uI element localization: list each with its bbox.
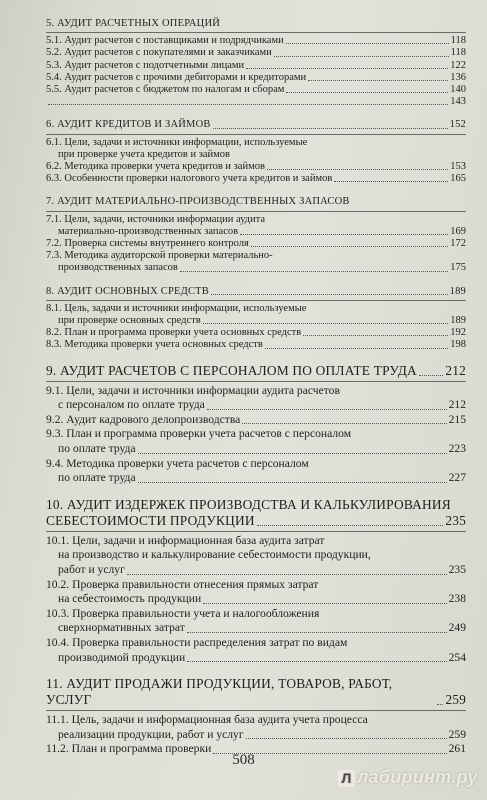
- dot-leader: [246, 68, 448, 69]
- toc-page-number: 259: [448, 727, 466, 741]
- toc-entry-text: 5.2. Аудит расчетов с покупателями и заказчиками: [46, 47, 272, 59]
- toc-entry-line: [46, 413, 466, 428]
- toc-section: [46, 196, 466, 274]
- toc-page-number: 136: [450, 71, 466, 83]
- dot-leader: [265, 348, 448, 349]
- toc-entry-line: [46, 238, 466, 250]
- toc-entry-line: [46, 636, 466, 651]
- toc-page-number: 212: [448, 398, 466, 412]
- toc-entry-line: [46, 578, 466, 593]
- section-heading-text: 10. АУДИТ ИЗДЕРЖЕК ПРОИЗВОДСТВА И КАЛЬКУЛИРОВАНИЯ: [46, 496, 451, 512]
- dot-leader: [203, 603, 446, 604]
- toc-entry-continuation: [46, 548, 466, 563]
- section-rule: [46, 710, 466, 711]
- toc-entry-line: [46, 84, 466, 96]
- dot-leader: [419, 375, 443, 376]
- dot-leader: [308, 80, 448, 81]
- section-heading: [46, 119, 466, 131]
- toc-entry-text: материально-производственных запасов: [58, 225, 239, 237]
- toc-entry-line: [46, 250, 466, 262]
- toc-page-number: 235: [445, 512, 466, 528]
- toc-page-number: 238: [448, 592, 466, 606]
- toc-entry-text: 6.3. Особенности проверки налогового учета кредитов и займов: [46, 173, 333, 185]
- dot-leader: [48, 104, 448, 105]
- toc-page-number: 259: [445, 692, 466, 708]
- section-heading-text: 6. АУДИТ КРЕДИТОВ И ЗАЙМОВ: [46, 119, 211, 131]
- toc-page-number: 165: [450, 173, 466, 185]
- section-rule: [46, 300, 466, 301]
- toc-page-number: 118: [450, 35, 466, 47]
- toc-entry-text: 10.4. Проверка правильности распределения затрат по видам: [46, 635, 348, 649]
- toc-entry-text: 6.2. Методика проверки учета кредитов и займов: [46, 161, 265, 173]
- toc-entry-text: по оплате труда: [58, 471, 136, 485]
- toc-entry-line: [46, 161, 466, 173]
- toc-page-number: 192: [450, 327, 466, 339]
- section-heading-text: 11. АУДИТ ПРОДАЖИ ПРОДУКЦИИ, ТОВАРОВ, РАБОТ, УСЛУГ: [46, 676, 393, 708]
- toc-page-number: 118: [450, 47, 466, 59]
- section-rule: [46, 134, 466, 135]
- section-heading: [46, 363, 466, 379]
- labirint-logo-icon: Л: [338, 770, 355, 787]
- toc-entry-text: 9.3. План и программа проверки учета расчетов с персоналом: [46, 427, 352, 441]
- toc-section: [46, 676, 466, 757]
- dot-leader: [187, 632, 447, 633]
- section-heading: [46, 497, 466, 513]
- toc-section: [46, 18, 466, 108]
- dot-leader: [207, 409, 447, 410]
- toc-entry-text: сверхнормативных затрат: [58, 621, 185, 635]
- dot-leader: [240, 234, 448, 235]
- toc-entry-text: 11.1. Цель, задачи и информационная база аудита учета процесса: [46, 713, 368, 727]
- table-of-contents: [46, 18, 466, 768]
- toc-entry-text: 8.2. План и программа проверки учета основных средств: [46, 327, 302, 339]
- toc-entry-text: по оплате труда: [58, 442, 136, 456]
- toc-section: [46, 286, 466, 352]
- toc-entry-line: [46, 137, 466, 149]
- dot-leader: [180, 271, 448, 272]
- toc-page-number: 143: [450, 96, 466, 108]
- dot-leader: [303, 335, 448, 336]
- section-heading: [46, 676, 466, 708]
- section-rule: [46, 32, 466, 33]
- dot-leader: [138, 453, 447, 454]
- toc-entry-text: 9.1. Цели, задачи и источники информации аудита расчетов: [46, 383, 340, 397]
- toc-entry-text: 5.4. Аудит расчетов с прочими дебиторами и кредиторами: [46, 71, 307, 83]
- toc-page-number: 249: [448, 621, 466, 635]
- toc-entry-line: [46, 214, 466, 226]
- toc-entry-text: 7.2. Проверка системы внутреннего контроля: [46, 238, 249, 250]
- dot-leader: [286, 92, 448, 93]
- toc-entry-text: 7.1. Цели, задачи, источники информации аудита: [46, 213, 265, 225]
- toc-entry-line: [46, 713, 466, 728]
- toc-entry-text: 11.2. План и программа проверки: [46, 742, 212, 756]
- toc-entry-text: работ и услуг: [58, 563, 125, 577]
- dot-leader: [138, 482, 447, 483]
- section-rule: [46, 381, 466, 382]
- dot-leader: [437, 704, 443, 705]
- section-heading-text: 8. АУДИТ ОСНОВНЫХ СРЕДСТВ: [46, 285, 209, 297]
- toc-entry-line: [46, 607, 466, 622]
- toc-page-number: 189: [450, 315, 466, 327]
- toc-page-number: 122: [450, 59, 466, 71]
- toc-entry-continuation: [46, 315, 466, 327]
- section-heading-text: СЕБЕСТОИМОСТИ ПРОДУКЦИИ: [46, 512, 255, 528]
- toc-entry-line: [46, 457, 466, 472]
- dot-leader: [257, 525, 444, 526]
- toc-entry-text: 7.3. Методика аудиторской проверки материально-: [46, 250, 273, 262]
- toc-entry-text: с персоналом по оплате труда: [58, 398, 205, 412]
- toc-entry-text: 10.1. Цели, задачи и информационная база аудита затрат: [46, 533, 325, 547]
- toc-entry-text: производимой продукции: [58, 650, 186, 664]
- section-heading-text: 5. АУДИТ РАСЧЕТНЫХ ОПЕРАЦИЙ: [46, 18, 221, 29]
- toc-page-number: 169: [450, 225, 466, 237]
- toc-entry-text: 5.5. Аудит расчетов с бюджетом по налогам и сборам: [46, 84, 285, 96]
- toc-entry-continuation: [46, 398, 466, 413]
- toc-entry-text: на себестоимость продукции: [58, 592, 202, 606]
- toc-entry-text: производственных запасов: [58, 262, 178, 274]
- toc-entry-continuation: [46, 226, 466, 238]
- toc-entry-line: [46, 173, 466, 185]
- toc-entry-text: 9.2. Аудит кадрового делопроизводства: [46, 412, 241, 426]
- toc-entry-continuation: [46, 728, 466, 743]
- toc-entry-text: при проверке учета кредитов и займов: [58, 148, 230, 160]
- toc-entry-text: реализации продукции, работ и услуг: [58, 727, 244, 741]
- toc-page-number: 152: [449, 119, 466, 131]
- page-number: 508: [232, 752, 255, 768]
- toc-entry-continuation: [46, 621, 466, 636]
- dot-leader: [246, 738, 447, 739]
- toc-page-number: 140: [450, 84, 466, 96]
- toc-section: [46, 497, 466, 665]
- toc-page-number: 261: [448, 742, 466, 756]
- toc-entry-text: 10.3. Проверка правильности учета и налогообложения: [46, 606, 320, 620]
- toc-entry-continuation: [46, 262, 466, 274]
- toc-page-number: 223: [448, 442, 466, 456]
- toc-page-number: 254: [448, 650, 466, 664]
- toc-entry-continuation: [46, 471, 466, 486]
- toc-section: [46, 363, 466, 486]
- watermark-text: лабиринт.ру: [357, 767, 478, 787]
- toc-entry-continuation: [46, 563, 466, 578]
- toc-entry-text: 5.1. Аудит расчетов с поставщиками и подрядчиками: [46, 35, 284, 47]
- toc-entry-text: 8.3. Методика проверки учета основных средств: [46, 339, 263, 351]
- dot-leader: [274, 56, 449, 57]
- toc-entry-line: [46, 303, 466, 315]
- toc-entry-line: [46, 327, 466, 339]
- section-heading-text: 7. АУДИТ МАТЕРИАЛЬНО-ПРОИЗВОДСТВЕННЫХ ЗАПАСОВ: [46, 196, 350, 208]
- toc-entry-line: [46, 72, 466, 84]
- toc-entry-continuation: [46, 442, 466, 457]
- section-heading-text: 9. АУДИТ РАСЧЕТОВ С ПЕРСОНАЛОМ ПО ОПЛАТЕ ТРУДА: [46, 362, 417, 378]
- labirint-watermark: [338, 767, 478, 788]
- toc-entry-text: 8.1. Цель, задачи и источники информации, используемые: [46, 302, 307, 314]
- dot-leader: [242, 423, 446, 424]
- toc-entry-line: [46, 47, 466, 59]
- toc-entry-line: [46, 339, 466, 351]
- dot-leader: [187, 661, 446, 662]
- toc-page-number: 235: [448, 563, 466, 577]
- section-rule: [46, 531, 466, 532]
- toc-page-number: 198: [450, 339, 466, 351]
- toc-entry-text: 5.3. Аудит расчетов с подотчетными лицами: [46, 59, 245, 71]
- toc-entry-text: 10.2. Проверка правильности отнесения прямых затрат: [46, 577, 319, 591]
- toc-entry-line: [46, 96, 466, 108]
- toc-entry-text: 6.1. Цели, задачи и источники информации, используемые: [46, 136, 308, 148]
- toc-page-number: 172: [450, 238, 466, 250]
- toc-entry-line: [46, 427, 466, 442]
- toc-entry-text: 9.4. Методика проверки учета расчетов с персоналом: [46, 456, 309, 470]
- section-heading: [46, 286, 466, 298]
- toc-page-number: 153: [450, 161, 466, 173]
- dot-leader: [127, 574, 447, 575]
- section-heading: [46, 513, 466, 529]
- section-heading: [46, 18, 466, 30]
- toc-entry-continuation: [46, 592, 466, 607]
- toc-page-number: 175: [450, 262, 466, 274]
- section-rule: [46, 211, 466, 212]
- toc-entry-text: на производство и калькулирование себестоимости продукции,: [58, 548, 371, 562]
- dot-leader: [267, 169, 448, 170]
- toc-entry-line: [46, 35, 466, 47]
- toc-page-number: 212: [445, 362, 466, 378]
- toc-entry-continuation: [46, 149, 466, 161]
- toc-entry-text: при проверке основных средств: [58, 315, 201, 327]
- toc-entry-line: [46, 60, 466, 72]
- dot-leader: [334, 181, 448, 182]
- toc-page-number: 215: [448, 412, 466, 426]
- dot-leader: [211, 294, 448, 295]
- toc-entry-line: [46, 534, 466, 549]
- toc-entry-continuation: [46, 651, 466, 666]
- toc-section: [46, 119, 466, 185]
- toc-page-number: 227: [448, 471, 466, 485]
- section-heading: [46, 196, 466, 208]
- dot-leader: [203, 323, 449, 324]
- dot-leader: [213, 128, 448, 129]
- toc-page-number: 189: [449, 285, 466, 297]
- dot-leader: [251, 246, 448, 247]
- dot-leader: [286, 43, 449, 44]
- toc-entry-line: [46, 384, 466, 399]
